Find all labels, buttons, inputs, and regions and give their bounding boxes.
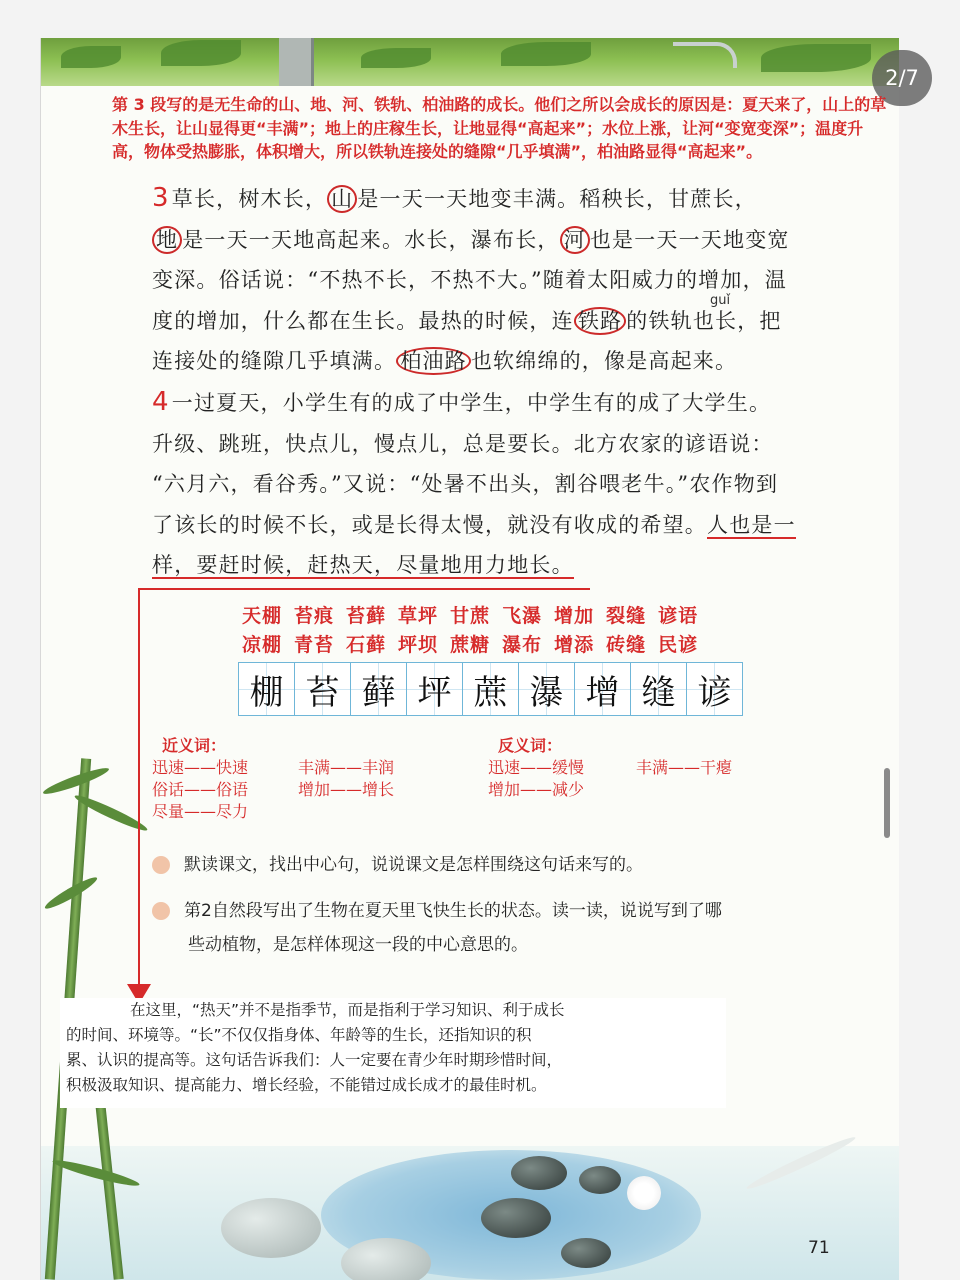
circled-word: 山 xyxy=(327,185,357,213)
character-cell: 棚 xyxy=(239,663,295,715)
vocab-word: 裂缝 xyxy=(606,605,647,627)
character-cell: 谚 xyxy=(687,663,742,715)
annotation-arrow-line xyxy=(138,588,590,590)
character-cell: 增 xyxy=(575,663,631,715)
circled-word: 铁路 xyxy=(574,307,626,335)
exercise-question-2-continued: 些动植物，是怎样体现这一段的中心意思的。 xyxy=(188,935,528,955)
stone-illustration xyxy=(511,1156,567,1190)
synonyms-column-2 xyxy=(298,757,394,801)
teacher-note xyxy=(60,998,726,1108)
page-counter-badge: 2/7 xyxy=(872,50,932,106)
stone-illustration xyxy=(341,1238,431,1280)
word-pair: 迅速——快速 xyxy=(152,758,249,777)
text-segment: 了该长的时候不长，或是长得太慢，就没有收成的希望。 xyxy=(152,512,707,537)
hook-decoration xyxy=(673,42,737,68)
antonyms-column-2 xyxy=(636,757,732,779)
paragraph-number: 4 xyxy=(152,387,170,417)
text-line xyxy=(152,545,842,586)
text-segment: 的铁轨也长，把 xyxy=(626,308,782,333)
vocab-word: 谚语 xyxy=(658,605,699,627)
vocab-row-1 xyxy=(242,601,710,628)
paragraph-3 xyxy=(152,178,842,382)
stone-illustration xyxy=(579,1166,621,1194)
text-segment: 连接处的缝隙几乎填满。 xyxy=(152,349,397,373)
text-segment: 是一天一天地高起来。水长，瀑布长， xyxy=(182,227,560,252)
section-label: 反义词： xyxy=(498,736,563,755)
antonyms-column-1 xyxy=(488,757,584,801)
text-segment: 也软绵绵的，像是高起来。 xyxy=(470,349,738,373)
vocab-word: 蔗糖 xyxy=(450,634,491,656)
vocab-word: 瀑布 xyxy=(502,634,543,656)
character-cell: 瀑 xyxy=(519,663,575,715)
text-line xyxy=(152,341,842,382)
text-line xyxy=(152,220,842,261)
underlined-sentence: 人也是一 xyxy=(707,512,796,537)
vocab-word: 苔藓 xyxy=(346,605,387,627)
exercise-question-1 xyxy=(152,848,842,882)
vocab-word: 砖缝 xyxy=(606,634,647,656)
text-line xyxy=(152,382,842,424)
word-pair: 尽量——尽力 xyxy=(152,802,249,821)
paragraph-4 xyxy=(152,382,842,586)
vocab-word: 草坪 xyxy=(398,605,439,627)
underlined-sentence: 样，要赶时候，赶热天，尽量地用力地长。 xyxy=(152,553,574,577)
antonyms-title xyxy=(498,735,562,757)
pole-decoration xyxy=(279,38,314,86)
character-cell: 蔗 xyxy=(463,663,519,715)
circled-word: 柏油路 xyxy=(396,347,471,375)
leaf-decoration xyxy=(761,44,871,72)
paragraph-3-annotation: 第 3 段写的是无生命的山、地、河、铁轨、柏油路的成长。他们之所以会成长的原因是：夏天来了，山上的草木生长，让山显得更“丰满”；地上的庄稼生长，让地显得“高起来”；水位上涨，让河“变宽变深”；温度升高，物体受热膨胀，体积增大，所以铁轨连接处的缝隙“几乎填满”，柏油路显得“高起来”。 xyxy=(112,95,887,161)
bullet-icon xyxy=(152,902,170,920)
word-pair: 丰满——丰润 xyxy=(298,758,395,777)
synonyms-title xyxy=(162,735,226,757)
vocab-word: 坪坝 xyxy=(398,634,439,656)
note-line: 积极汲取知识、提高能力、增长经验，不能错过成长成才的最佳时机。 xyxy=(66,1076,547,1094)
scrollbar-thumb[interactable] xyxy=(884,768,890,838)
word-pair: 丰满——干瘪 xyxy=(636,758,733,777)
word-pair: 俗话——俗语 xyxy=(152,780,249,799)
top-illustration xyxy=(41,38,899,86)
question-text: 第2自然段写出了生物在夏天里飞快生长的状态。读一读，说说写到了哪 xyxy=(184,901,722,921)
vocab-word: 凉棚 xyxy=(242,634,283,656)
text-line: “六月六，看谷秀。”又说：“处暑不出头，割谷喂老牛。”农作物到 xyxy=(152,472,779,496)
paragraph-number: 3 xyxy=(152,183,170,213)
vocab-word: 飞瀑 xyxy=(502,605,543,627)
word-pair: 增加——增长 xyxy=(298,780,395,799)
text-segment: 度的增加，什么都在生长。最热的时候，连 xyxy=(152,308,574,333)
word-pair: 迅速——缓慢 xyxy=(488,758,585,777)
vocab-word: 天棚 xyxy=(242,605,283,627)
leaf-decoration xyxy=(161,40,241,66)
synonyms-column-1 xyxy=(152,757,248,823)
question-text: 默读课文，找出中心句，说说课文是怎样围绕这句话来写的。 xyxy=(184,855,643,875)
text-line: 升级、跳班，快点儿，慢点儿，总是要长。北方农家的谚语说： xyxy=(152,431,774,456)
character-cell: 坪 xyxy=(407,663,463,715)
section-label: 近义词： xyxy=(162,736,227,755)
annotation-arrow-line xyxy=(138,590,140,990)
text-line: 变深。俗话说：“不热不长，不热不大。”随着太阳威力的增加，温 xyxy=(152,268,787,292)
leaf-decoration xyxy=(501,42,591,66)
text-segment: 是一天一天地变丰满。稻秧长，甘蔗长， xyxy=(357,187,757,211)
vocab-row-2 xyxy=(242,630,710,657)
exercise-question-2 xyxy=(152,894,842,928)
character-cell: 藓 xyxy=(351,663,407,715)
vocab-word: 苔痕 xyxy=(294,605,335,627)
leaf-decoration xyxy=(361,48,431,68)
bullet-icon xyxy=(152,856,170,874)
vocab-word: 民谚 xyxy=(658,634,699,656)
text-line xyxy=(152,178,842,220)
pinyin-annotation: guǐ xyxy=(710,293,731,308)
circled-word: 地 xyxy=(152,226,182,254)
circled-word: 河 xyxy=(560,226,590,254)
lotus-illustration xyxy=(627,1176,661,1210)
note-line: 在这里，“热天”并不是指季节，而是指利于学习知识、利于成长 xyxy=(130,1001,565,1019)
vocab-word: 青苔 xyxy=(294,634,335,656)
page-number: 71 xyxy=(808,1238,830,1258)
character-cell: 缝 xyxy=(631,663,687,715)
note-line: 的时间、环境等。“长”不仅仅指身体、年龄等的生长，还指知识的积 xyxy=(66,1026,532,1044)
stone-illustration xyxy=(221,1198,321,1258)
stone-illustration xyxy=(481,1198,551,1238)
bamboo-leaf xyxy=(41,764,110,797)
leaf-decoration xyxy=(61,46,121,68)
text-segment: 草长，树木长， xyxy=(171,187,328,211)
stone-illustration xyxy=(561,1238,611,1268)
text-segment: 一过夏天，小学生有的成了中学生，中学生有的成了大学生。 xyxy=(171,391,772,415)
note-line: 累、认识的提高等。这句话告诉我们：人一定要在青少年时期珍惜时间， xyxy=(66,1051,563,1069)
character-grid xyxy=(238,662,743,716)
text-segment: 也是一天一天地变宽 xyxy=(589,227,790,252)
word-pair: 增加——减少 xyxy=(488,780,585,799)
text-line xyxy=(152,301,842,342)
text-line xyxy=(152,505,842,546)
vocab-word: 增加 xyxy=(554,605,595,627)
vocab-word: 甘蔗 xyxy=(450,605,491,627)
character-cell: 苔 xyxy=(295,663,351,715)
vocab-word: 增添 xyxy=(554,634,595,656)
vocab-word: 石藓 xyxy=(346,634,387,656)
